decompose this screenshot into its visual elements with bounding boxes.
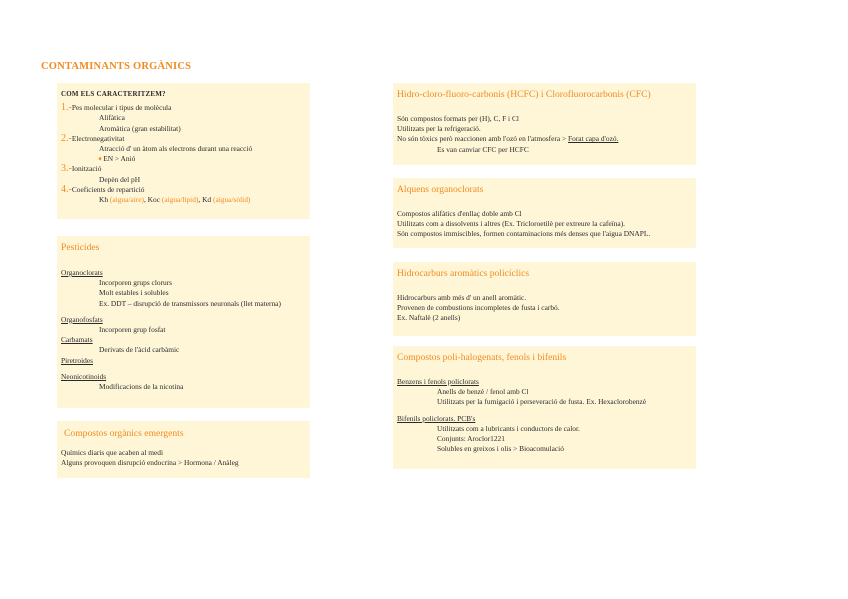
hcfc-card — [393, 83, 696, 165]
emergents-title: Compostos orgànics emergents — [64, 428, 184, 439]
polihalogenats-card — [393, 346, 696, 469]
pesticides-card — [57, 236, 310, 408]
item-2: 2.-Electronegativitat — [61, 132, 125, 144]
ozone-hole-text: Forat capa d'ozó. — [568, 134, 619, 144]
hcfc-line-1: Són compostos formats per (H), C, F i Cl — [397, 114, 519, 123]
item-2-sub-1: Atracció d' un àtom als electrons durant una reacció — [99, 144, 253, 154]
carbamats-heading: Carbamats — [61, 335, 93, 345]
alquens-line-1: Compostos alifàtics d'enllaç doble amb Cl — [397, 209, 522, 218]
item-3-sub-1: Depèn del pH — [99, 174, 141, 184]
neonicotinoids-heading: Neonicotinoids — [61, 371, 107, 381]
alquens-line-3: Són compostos immiscibles, formen contaminacions més denses que l'aigua DNAPL. — [397, 229, 651, 239]
item-1-sub-2: Aromàtica (gran estabilitat) — [99, 123, 181, 133]
bifenils-heading: Bifenils policlorats. PCB's — [397, 413, 476, 423]
hap-line-1: Hidrocarburs amb més d' un anell aromàtic. — [397, 293, 527, 302]
carbamats-line: Derivats de l'àcid carbàmic — [99, 345, 180, 355]
emergents-card — [57, 421, 310, 478]
page-title: CONTAMINANTS ORGÀNICS — [41, 61, 192, 72]
emergents-line-1: Químics diaris que acaben al medi — [61, 448, 163, 457]
alquens-line-2: Utilitzats com a dissolvents i altres (Ex. Tricloroetilè per extreure la cafeïna). — [397, 219, 626, 229]
hap-title: Hidrocarburs aromàtics policíclics — [397, 268, 530, 279]
alquens-title: Alquens organoclorats — [397, 184, 484, 195]
hap-card — [393, 262, 696, 336]
organofosfats-line: Incorporen grup fosfat — [99, 325, 166, 335]
hap-line-2: Provenen de combustions incompletes de fusta i carbó. — [397, 303, 560, 313]
item-3: 3.-Ionització — [61, 163, 102, 175]
item-1-sub-1: Alifàtica — [99, 113, 125, 123]
item-1: 1.-Pes molecular i tipus de molècula — [61, 102, 172, 114]
item-2-sub-2: ➧EN > Anió — [97, 154, 136, 164]
alquens-card — [393, 178, 696, 248]
characteristics-card — [57, 83, 310, 219]
benzens-line-2: Utilitzats per la fumigació i perseveració de fusta. Ex. Hexaclorobenzè — [437, 397, 647, 407]
hcfc-line-4: Es van canviar CFC per HCFC — [437, 144, 529, 154]
hcfc-title: Hidro-cloro-fluoro-carbonis (HCFC) i Clorofluorocarbonis (CFC) — [397, 89, 651, 100]
hcfc-line-2: Utilitzats per la refrigeració. — [397, 124, 481, 134]
polihalogenats-title: Compostos poli-halogenats, fenols i bifenils — [397, 352, 567, 363]
hcfc-line-3: No són tòxics però reaccionen amb l'ozó en l'atmosfera > Forat capa d'ozó. — [397, 134, 619, 144]
neonicotinoids-line: Modificacions de la nicotina — [99, 382, 184, 392]
organoclorats-line-1: Incorporen grups clorurs — [99, 278, 173, 288]
arrow-bullet-icon: ➧ — [97, 154, 104, 164]
bifenils-line-2: Conjunts: Aroclor1221 — [437, 434, 505, 444]
emergents-line-2: Alguns provoquen disrupció endocrina > Hormona / Anàleg — [61, 458, 239, 468]
organofosfats-heading: Organofosfats — [61, 314, 103, 324]
piretroides-heading: Piretroides — [61, 355, 94, 365]
benzens-heading: Benzens i fenols policlorats — [397, 377, 479, 386]
characteristics-heading: COM ELS CARACTERITZEM? — [61, 90, 166, 98]
pesticides-title: Pesticides — [61, 242, 100, 253]
organoclorats-line-2: Molt estables i solubles — [99, 288, 169, 298]
benzens-line-1: Anells de benzè / fenol amb Cl — [437, 387, 529, 397]
organoclorats-line-3: Ex. DDT – disrupció de transmissors neuronals (llet materna) — [99, 298, 281, 308]
bifenils-line-1: Utilitzats com a lubricants i conductors de calor. — [437, 423, 580, 433]
organoclorats-heading: Organoclorats — [61, 268, 103, 277]
item-4-coefficients: Kh (aigua/aire), Koc (aigua/lípid), Kd (aigua/sòlid) — [99, 195, 251, 205]
bifenils-line-3: Solubles en greixos i olis > Bioacomulació — [437, 444, 564, 454]
hap-line-3: Ex. Naftalè (2 anells) — [397, 313, 461, 323]
item-4: 4.-Coeficients de repartició — [61, 183, 145, 195]
